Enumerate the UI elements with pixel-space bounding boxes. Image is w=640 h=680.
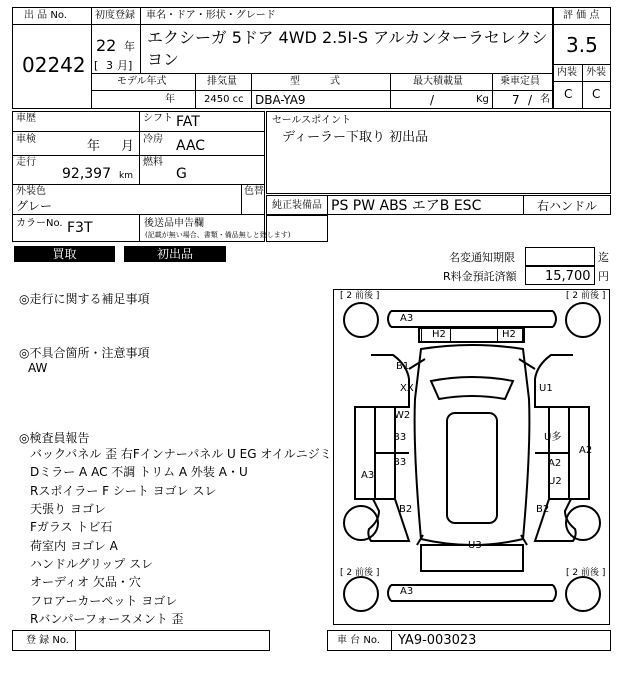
cooling-value: AAC bbox=[176, 138, 206, 154]
capacity-value: 7 bbox=[512, 93, 520, 107]
car-name-line1: エクシーガ 5ドア 4WD 2.5I-S アルカンターラセレクシ bbox=[147, 28, 548, 47]
type-value: DBA-YA9 bbox=[255, 93, 306, 107]
first-reg-year: 22 bbox=[96, 36, 117, 55]
aftermarket-note: (記載が無い場合、書類・備品無しと致します) bbox=[145, 231, 291, 239]
capacity-slash: / bbox=[528, 93, 533, 107]
fuel-label: 燃料 bbox=[143, 157, 163, 168]
inspection-label: 車検 bbox=[16, 134, 36, 145]
damage-mark: B3 bbox=[393, 457, 407, 468]
damage-mark: A2 bbox=[579, 445, 593, 456]
cooling-label: 冷房 bbox=[143, 134, 163, 145]
first-reg-month-unit: 月] bbox=[117, 59, 133, 72]
damage-mark: U多 bbox=[544, 432, 562, 443]
mileage-value: 92,397 bbox=[62, 166, 111, 182]
damage-mark: B2 bbox=[399, 504, 413, 515]
first-reg-year-unit: 年 bbox=[124, 40, 135, 53]
damage-mark: W2 bbox=[394, 410, 411, 421]
model-year-label: モデル年式 bbox=[117, 76, 167, 87]
damage-mark: B3 bbox=[393, 432, 407, 443]
lot-number: 02242 bbox=[22, 53, 86, 77]
damage-mark: H2 bbox=[502, 329, 516, 340]
sales-point-label: セールスポイント bbox=[272, 115, 352, 126]
diagram-tag: [ 2 前後 ] bbox=[566, 568, 606, 578]
equipment-value: PS PW ABS エアB ESC bbox=[331, 198, 482, 214]
defect-value: AW bbox=[28, 361, 48, 375]
registration-label: 登 録 No. bbox=[26, 635, 69, 646]
inspector-line: Fガラス トビ石 bbox=[30, 520, 113, 534]
recolor-label: 色替 bbox=[244, 186, 264, 197]
exterior-color-value: グレー bbox=[16, 199, 53, 213]
defect-title: ◎不具合箇所・注意事項 bbox=[19, 346, 150, 360]
history-label: 車歴 bbox=[16, 113, 36, 124]
color-no-label: カラーNo. bbox=[16, 218, 63, 229]
inspector-line: フロアーカーペット ヨゴレ bbox=[30, 594, 178, 608]
name-change-unit: 迄 bbox=[598, 251, 609, 264]
damage-mark: B2 bbox=[536, 504, 550, 515]
max-load-label: 最大積載量 bbox=[413, 76, 463, 87]
damage-mark: B1 bbox=[396, 361, 410, 372]
first-listing-tag: 初出品 bbox=[124, 246, 226, 262]
diagram-tag: [ 2 前後 ] bbox=[340, 291, 380, 301]
inspector-line: 天張り ヨゴレ bbox=[30, 502, 106, 516]
aftermarket-label: 後送品申告欄 bbox=[144, 218, 204, 229]
car-label: 車名・ドア・形状・グレード bbox=[146, 10, 276, 21]
capacity-label: 乗車定員 bbox=[500, 76, 540, 87]
model-year-unit: 年 bbox=[165, 94, 175, 105]
chassis-label: 車 台 No. bbox=[337, 635, 380, 646]
max-load-unit: Kg bbox=[476, 94, 489, 105]
eval-label: 評 価 点 bbox=[563, 10, 600, 21]
name-change-label: 名変通知期限 bbox=[449, 251, 515, 264]
damage-mark: XX bbox=[400, 383, 414, 394]
damage-mark: U3 bbox=[468, 540, 482, 551]
diagram-tag: [ 2 前後 ] bbox=[340, 568, 380, 578]
damage-mark: A2 bbox=[548, 458, 562, 469]
recycle-unit: 円 bbox=[598, 270, 609, 283]
driving-remarks-title: ◎走行に関する補足事項 bbox=[19, 292, 150, 306]
displacement-value: 2450 cc bbox=[204, 94, 244, 105]
first-reg-label: 初度登録 bbox=[95, 10, 135, 21]
inspector-line: オーディオ 欠品・穴 bbox=[30, 575, 141, 589]
first-reg-month: 3 bbox=[106, 59, 113, 72]
mileage-unit: km bbox=[119, 171, 133, 181]
purchase-tag: 買取 bbox=[14, 246, 115, 262]
interior-grade: C bbox=[564, 87, 573, 101]
chassis-number: YA9-003023 bbox=[398, 633, 477, 648]
inspector-line: Rスポイラー F シート ヨゴレ スレ bbox=[30, 484, 217, 498]
color-no-value: F3T bbox=[67, 220, 93, 236]
recycle-label: R料金預託済額 bbox=[443, 270, 517, 283]
damage-mark: U2 bbox=[548, 476, 562, 487]
capacity-unit: 名 bbox=[540, 94, 550, 105]
exterior-label: 外装 bbox=[586, 67, 606, 78]
diagram-tag: [ 2 前後 ] bbox=[566, 291, 606, 301]
inspection-year-unit: 年 bbox=[87, 139, 101, 154]
shift-label: シフト bbox=[143, 113, 173, 124]
eval-score: 3.5 bbox=[566, 33, 598, 57]
inspector-line: 荷室内 ヨゴレ A bbox=[30, 539, 118, 553]
inspector-line: バックパネル 歪 右Fインナーパネル U EG オイルニジミ bbox=[30, 447, 332, 461]
lot-label: 出 品 No. bbox=[24, 10, 67, 21]
sales-point-value: ディーラー下取り 初出品 bbox=[282, 130, 429, 145]
aftermarket-box-right bbox=[266, 215, 328, 242]
displacement-label: 排気量 bbox=[207, 76, 237, 87]
first-reg-month-open: [ bbox=[94, 59, 99, 72]
equipment-label: 純正装備品 bbox=[272, 200, 322, 211]
name-change-box bbox=[525, 247, 595, 266]
damage-mark: A3 bbox=[400, 586, 414, 597]
inspector-line: Rバンパーフォースメント 歪 bbox=[30, 612, 184, 626]
inspector-title: ◎検査員報告 bbox=[19, 431, 90, 445]
interior-label: 内装 bbox=[557, 67, 577, 78]
inspection-month-unit: 月 bbox=[121, 139, 135, 154]
recycle-value: 15,700 bbox=[545, 269, 591, 284]
damage-mark: U1 bbox=[539, 383, 553, 394]
shift-value: FAT bbox=[176, 114, 200, 130]
damage-mark: H2 bbox=[432, 329, 446, 340]
exterior-grade: C bbox=[592, 87, 601, 101]
inspector-line: Dミラー A AC 不調 トリム A 外装 A・U bbox=[30, 465, 248, 479]
mileage-label: 走行 bbox=[16, 157, 36, 168]
damage-mark: A3 bbox=[400, 313, 414, 324]
handle-value: 右ハンドル bbox=[537, 199, 598, 213]
car-name-line2: ヨン bbox=[147, 50, 180, 69]
max-load-slash: / bbox=[430, 93, 435, 107]
exterior-color-label: 外装色 bbox=[16, 186, 46, 197]
type-label: 型 式 bbox=[290, 76, 340, 87]
damage-mark: A3 bbox=[361, 470, 375, 481]
inspector-line: ハンドルグリップ スレ bbox=[30, 557, 154, 571]
fuel-value: G bbox=[176, 166, 187, 182]
